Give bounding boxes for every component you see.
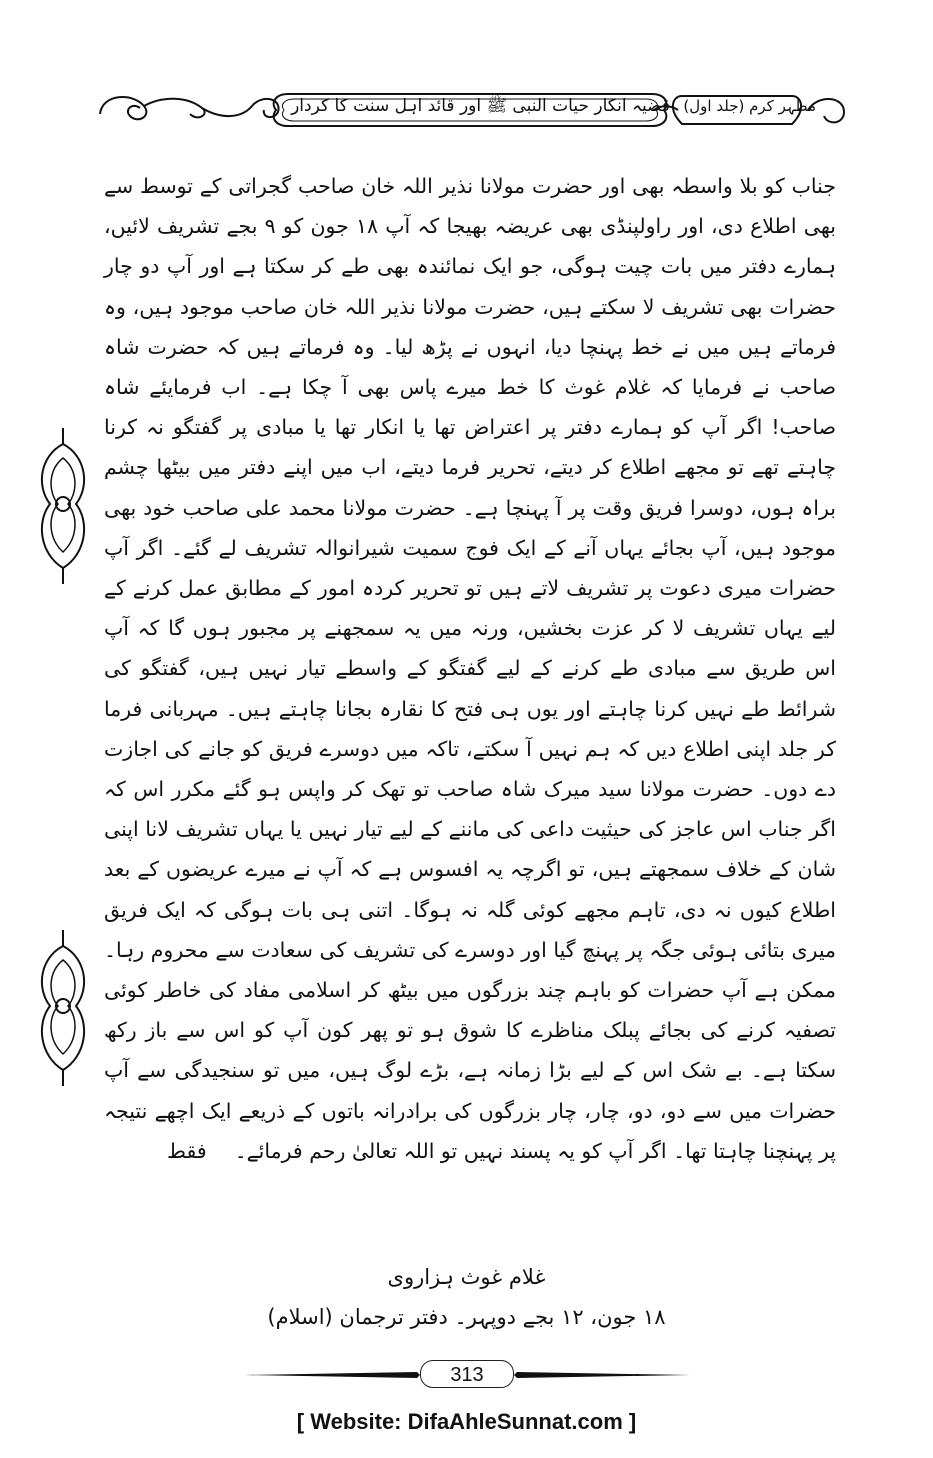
page-number: 313	[420, 1360, 514, 1388]
book-title: مظہر کرم	[749, 97, 816, 115]
volume-label: (جلد اول)	[683, 97, 745, 115]
book-title-volume	[683, 94, 816, 118]
chapter-title: قضیہ انکار حیات النبی ﷺ اور قائد اہل سنت کا کردار	[291, 96, 670, 116]
website-footer: [ Website: DifaAhleSunnat.com ]	[296, 1409, 637, 1434]
running-header	[92, 84, 852, 134]
body-text	[104, 166, 836, 1171]
signature-dateline: ۱۸ جون، ۱۲ بجے دوپہر۔ دفتر ترجمان (اسلام)	[267, 1305, 666, 1329]
body-paragraph	[104, 166, 836, 1171]
margin-ornament-top	[30, 426, 96, 586]
closing-word: فقط	[167, 1138, 207, 1163]
signature-name: غلام غوث ہزاروی	[387, 1265, 546, 1289]
margin-ornament-bottom	[30, 928, 96, 1088]
paragraph-text: جناب کو بلا واسطہ بھی اور حضرت مولانا نذیر اللہ خان صاحب گجراتی کے توسط سے بھی اطلاع دی، اور راولپنڈی بھی عریضہ بھیجا کہ آپ ۱۸ جون کو ۹ بجے تشریف لائیں، ہمارے دفتر میں بات چیت ہوگی، جو ایک نمائندہ بھی طے کر سکتا ہے اور آپ دو چار حضرات بھی تشریف لا سکتے ہیں، حضرت مولانا نذیر اللہ خان صاحب موجود ہیں، وہ فرماتے ہیں میں نے خط پہنچا دیا، انہوں نے پڑھ لیا۔ وہ فرماتے ہیں کہ حضرت شاہ صاحب نے فرمایا کہ غلام غوث کا خط میرے پاس بھی آ چکا ہے۔ اب فرمایئے شاہ صاحب! اگر آپ کو ہمارے دفتر پر اعتراض تھا یا انکار تھا یا مبادی پر گفتگو نہ کرنا چاہتے تھے تو مجھے اطلاع کر دیتے، تحریر فرما دیتے، اب میں اپنے دفتر میں بیٹھا چشم براہ ہوں، دوسرا فریق وقت پر آ پہنچا ہے۔ حضرت مولانا محمد علی صاحب خود بھی موجود ہیں، آپ بجائے یہاں آنے کے ایک فوج سمیت شیرانوالہ تشریف لے گئے۔ اگر آپ حضرات میری دعوت پر تشریف لاتے ہیں تو تحریر کردہ امور کے مطابق عمل کرنے کے لیے یہاں تشریف لا کر عزت بخشیں، ورنہ میں یہ سمجھنے پر مجبور ہوں گا کہ آپ اس طریق سے مبادی طے کرنے کے لیے گفتگو کے واسطے تیار نہیں ہیں، گفتگو کی شرائط طے نہیں کرنا چاہتے اور یوں ہی فتح کا نقارہ بجانا چاہتے ہیں۔ مہربانی فرما کر جلد اپنی اطلاع دیں کہ ہم نہیں آ سکتے، تاکہ میں دوسرے فریق کو جانے کی اجازت دے دوں۔ حضرت مولانا سید میرک شاہ صاحب تو تھک کر واپس ہو گئے مکرر اس کہ اگر جناب اس عاجز کی حیثیت داعی کی ماننے کے لیے تیار نہیں یا یہاں تشریف لانا اپنی شان کے خلاف سمجھتے ہیں، تو اگرچہ یہ افسوس ہے کہ آپ نے میرے عریضوں کے بعد اطلاع کیوں نہ دی، تاہم مجھے کوئی گلہ نہ ہوگا۔ اتنی ہی بات ہوگی کہ ایک فریق میری بتائی ہوئی جگہ پر پہنچ گیا اور دوسرے کی تشریف کی سعادت سے محروم رہا۔ ممکن ہے آپ حضرات کو باہم چند بزرگوں میں بیٹھ کر اسلامی مفاد کی خاطر کوئی تصفیہ کرنے کی بجائے پبلک مناظرے کا شوق ہو تو پھر کون آپ کو اس سے باز رکھ سکتا ہے۔ بے شک اس کے لیے بڑا زمانہ ہے، بڑے لوگ ہیں، میں تو سنجیدگی سے آپ حضرات میں سے دو، دو، چار، چار بزرگوں کی برادرانہ باتوں کے ذریعے ایک اچھے نتیجہ پر پہنچنا چاہتا تھا۔ اگر آپ کو یہ پسند نہیں تو اللہ تعالیٰ رحم فرمائے۔	[104, 174, 837, 1163]
